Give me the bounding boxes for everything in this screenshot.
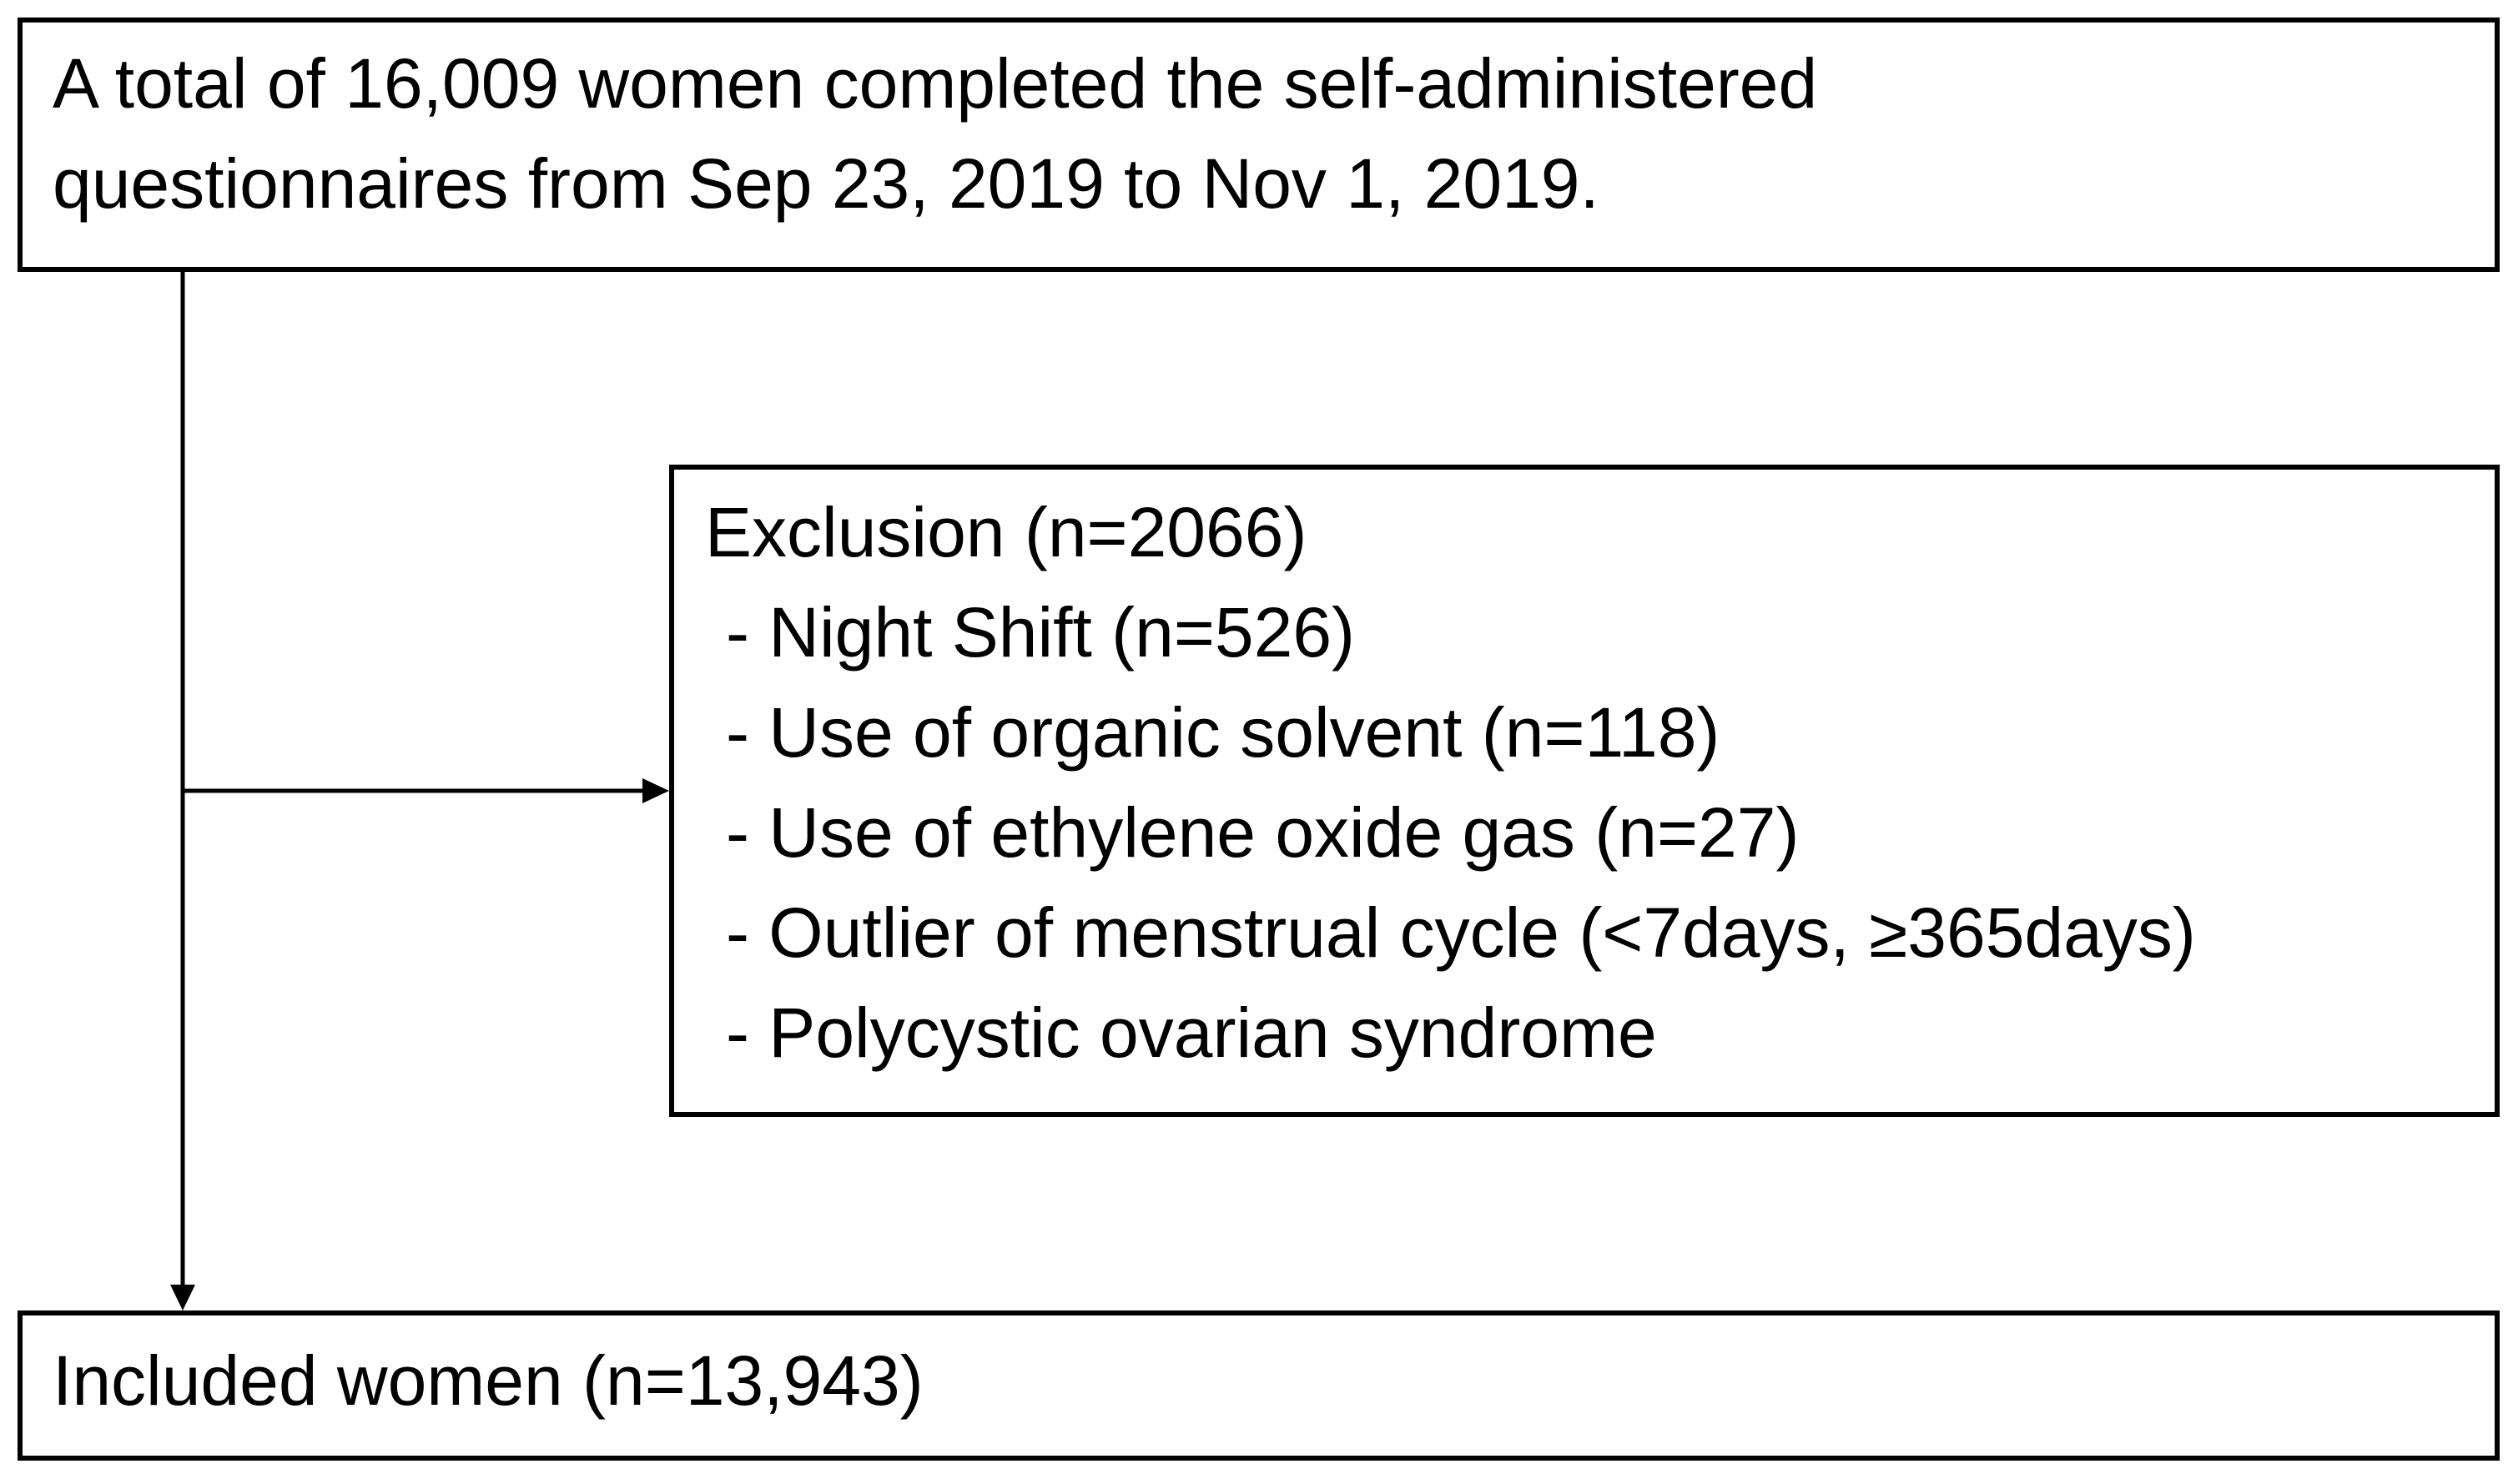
total-women-text-line-1: A total of 16,009 women completed the self-administered bbox=[53, 44, 1818, 123]
total-women-text-line-2: questionnaires from Sep 23, 2019 to Nov 1, 2019. bbox=[53, 144, 1599, 223]
right-arrowhead bbox=[642, 778, 669, 803]
exclusion-item-organic-solvent: - Use of organic solvent (n=118) bbox=[726, 693, 1720, 772]
exclusion-item-pcos: - Polycystic ovarian syndrome bbox=[726, 994, 1657, 1072]
included-women-text: Included women (n=13,943) bbox=[53, 1341, 924, 1420]
exclusion-title: Exclusion (n=2066) bbox=[705, 493, 1307, 571]
down-arrowhead bbox=[170, 1285, 195, 1310]
exclusion-item-ethylene-oxide: - Use of ethylene oxide gas (n=27) bbox=[726, 793, 1800, 872]
exclusion-item-night-shift: - Night Shift (n=526) bbox=[726, 593, 1356, 672]
exclusion-item-menstrual-outlier: - Outlier of menstrual cycle (<7days, ≥365days) bbox=[726, 893, 2196, 972]
